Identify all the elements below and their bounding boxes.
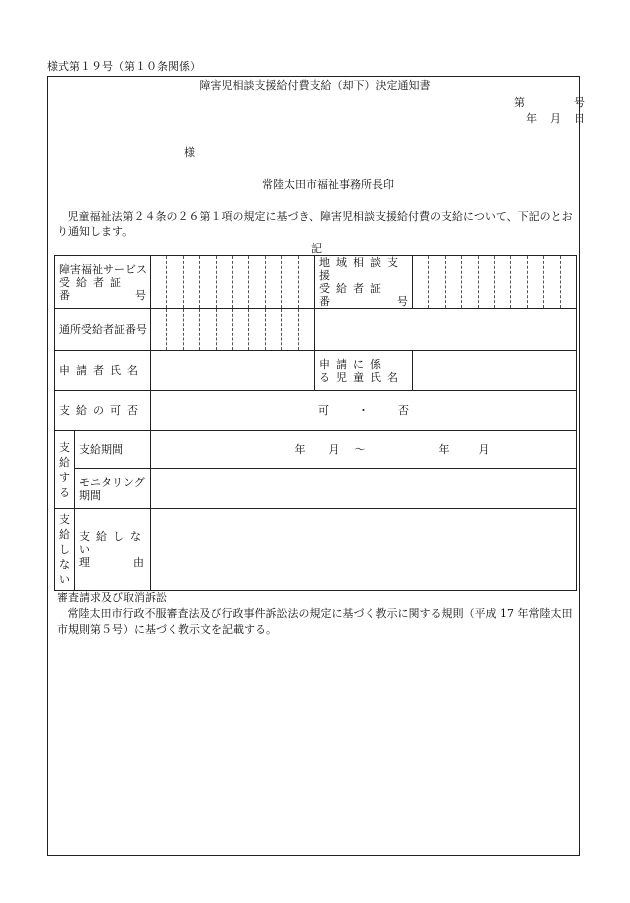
appeal-body-text: 常陸太田市行政不服審査法及び行政事件訴訟法の規定に基づく教示に関する規則（平成 17 年常陸太田市規則第５号）に基づく教示文を記載する。 bbox=[57, 607, 573, 636]
approval-separator: ・ bbox=[358, 404, 369, 417]
label-approval: 支給の可否 bbox=[55, 391, 151, 431]
label-monitoring: モニタリング 期間 bbox=[75, 469, 151, 509]
document-title: 障害児相談支援給付費支給（却下）決定通知書 bbox=[199, 79, 431, 92]
approval-no: 否 bbox=[398, 404, 409, 417]
period-year-2: 年 bbox=[438, 443, 450, 456]
notice-body bbox=[57, 209, 577, 239]
monitoring-field[interactable] bbox=[151, 469, 577, 509]
label-grant-vertical: 支 給 す る bbox=[55, 431, 75, 509]
label-applicant-name: 申請者氏名 bbox=[55, 351, 151, 391]
row-approval bbox=[55, 391, 577, 431]
approval-choice[interactable] bbox=[151, 391, 577, 431]
period-month-2: 月 bbox=[478, 443, 490, 456]
addressee-honorific: 様 bbox=[184, 146, 195, 159]
regional-certificate-number-field[interactable] bbox=[413, 256, 577, 309]
applicant-name-field[interactable] bbox=[151, 351, 315, 391]
label-nogrant-vertical: 支 給 し な い bbox=[55, 509, 75, 591]
reason-field[interactable] bbox=[151, 509, 577, 591]
ki-heading: 記 bbox=[311, 242, 322, 255]
notice-body-text: 児童福祉法第２４条の２６第１項の規定に基づき、障害児相談支援給付費の支給について、下記のとおり通知します。 bbox=[57, 210, 573, 238]
document-date bbox=[526, 112, 585, 125]
appeal-heading: 審査請求及び取消訴訟 bbox=[57, 591, 167, 604]
form-number: 様式第１９号（第１０条関係） bbox=[47, 60, 201, 73]
row-names bbox=[55, 351, 577, 391]
row-certificates bbox=[55, 256, 577, 309]
label-day-certificate: 通所受給者証番号 bbox=[55, 309, 151, 351]
row-monitoring bbox=[55, 469, 577, 509]
label-reason: 支給しない 理 由 bbox=[75, 509, 151, 591]
date-day: 日 bbox=[574, 112, 585, 125]
number-prefix: 第 bbox=[514, 96, 525, 109]
label-child-name: 申請に係 る児童氏名 bbox=[315, 351, 413, 391]
period-year-1: 年 bbox=[294, 443, 306, 456]
date-month: 月 bbox=[550, 112, 561, 125]
period-tilde: ～ bbox=[354, 443, 366, 456]
child-name-field[interactable] bbox=[413, 351, 577, 391]
day-certificate-blank bbox=[315, 309, 577, 351]
service-certificate-number-field[interactable] bbox=[151, 256, 315, 309]
day-certificate-number-field[interactable] bbox=[151, 309, 315, 351]
notice-table bbox=[54, 255, 577, 591]
appeal-body bbox=[57, 606, 577, 638]
row-period bbox=[55, 431, 577, 469]
document-number bbox=[514, 96, 585, 109]
number-suffix: 号 bbox=[574, 96, 585, 109]
issuer-name: 常陸太田市福祉事務所長印 bbox=[262, 178, 394, 191]
period-field[interactable] bbox=[151, 431, 577, 469]
row-day-certificate bbox=[55, 309, 577, 351]
label-regional-certificate: 地域相談支援 受給者証 番 号 bbox=[315, 256, 413, 309]
label-period: 支給期間 bbox=[75, 431, 151, 469]
date-year: 年 bbox=[526, 112, 537, 125]
approval-yes: 可 bbox=[318, 404, 329, 417]
period-month-1: 月 bbox=[328, 443, 340, 456]
row-reason bbox=[55, 509, 577, 591]
label-service-certificate: 障害福祉サービス 受給者証 番 号 bbox=[55, 256, 151, 309]
